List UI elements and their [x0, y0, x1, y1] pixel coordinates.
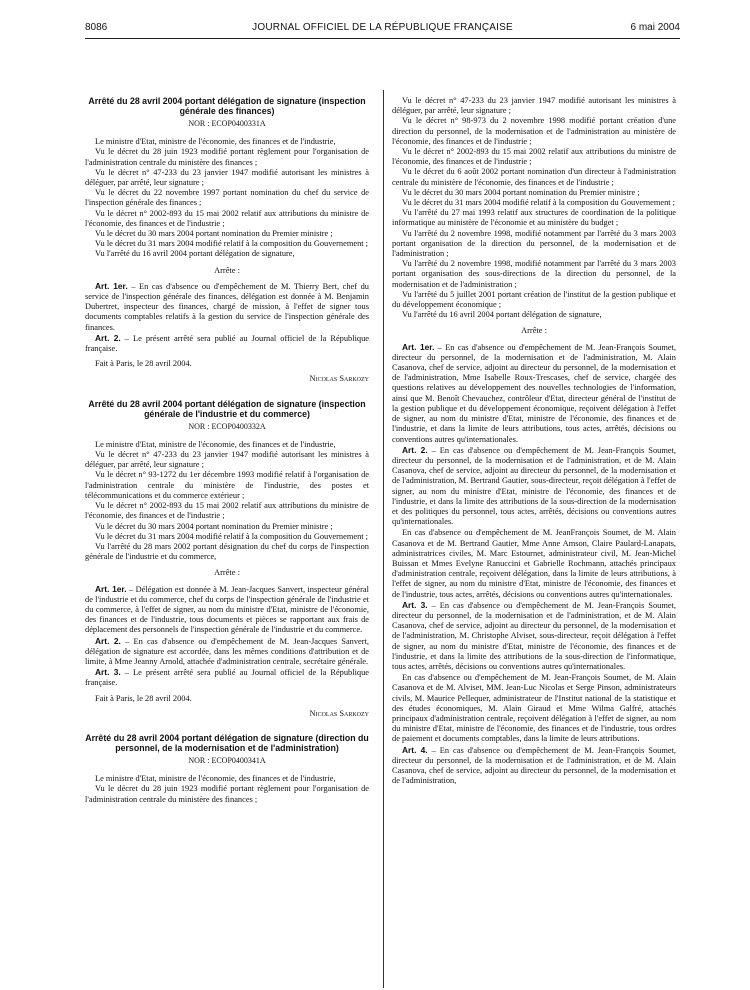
article-label: Art. 1er.: [95, 280, 128, 291]
signing-place-date: Fait à Paris, le 28 avril 2004.: [95, 359, 192, 369]
article-paragraph: [392, 745, 676, 787]
article-paragraph: [392, 600, 676, 672]
article-label: Art. 1er.: [95, 583, 127, 594]
article-label: Art. 3.: [95, 667, 121, 678]
article-paragraph: [85, 333, 369, 354]
article-text: – En cas d'absence ou d'empêchement de M. Jean-François Soumet, directeur du personnel, de la modernisation et de l'administration, et de M. Alain Casanova, chef de service, adjoint au directeur du personnel, de la modernisation et de l'administration, M. Bertrand Gautier, sous-directeur, reçoit délégation à l'effet de signer, au nom du ministre d'Etat, ministre de l'économie, des finances et de l'industrie, et dans la limite des attributions de la sous-direction de la modernisation et des politiques du personnel, tous actes, arrêtés, décisions ou conventions autres qu'internationales.: [392, 445, 676, 527]
visa-paragraph: Vu l'arrêté du 28 mars 2002 portant désignation du chef du corps de l'inspection générale de l'industrie et du commerce,: [85, 541, 369, 562]
visa-paragraph: Vu l'arrêté du 2 novembre 1998, modifié notamment par l'arrêté du 3 mars 2003 portant organisation de la direction du personnel, de la modernisation et de l'administration ;: [392, 228, 676, 259]
visa-paragraph: Vu l'arrêté du 16 avril 2004 portant délégation de signature,: [95, 249, 295, 259]
issue-date: 6 mai 2004: [630, 22, 680, 33]
article-text: – En cas d'absence ou d'empêchement de M. Jean-François Soumet, directeur du personnel, de la modernisation et de l'administration, et de M. Alain Casanova, chef de service, adjoint au directeur du personnel, de la modernisation et de l'administration, M. Christophe Alviset, sous-directeur, reçoit délégation à l'effet de signer, au nom du ministre d'Etat, ministre de l'économie, des finances et de l'industrie, et dans la limite des attributions de la sous-direction de l'informatique, tous actes, arrêtés, décisions ou conventions autres qu'internationales.: [392, 600, 676, 671]
page-number: 8086: [85, 22, 108, 33]
header-rule: [85, 38, 680, 39]
decree-title: Arrêté du 28 avril 2004 portant délégation de signature (direction du personnel, de la modernisation et de l'administration): [85, 732, 369, 753]
visa-paragraph: Vu le décret du 31 mars 2004 modifié relatif à la composition du Gouvernement ;: [95, 531, 369, 541]
visa-paragraph: Vu l'arrêté du 16 avril 2004 portant délégation de signature,: [402, 310, 602, 320]
article-text: – Délégation est donnée à M. Jean-Jacques Sanvert, inspecteur général de l'industrie et du commerce, chef du corps de l'inspection générale de l'industrie et du commerce, à l'effet de signer, au nom du ministre d'Etat, ministre de l'économie, des finances et de l'industrie, tous documents et pièces se rapportant aux frais de déplacement des personnels de l'inspection générale de l'industrie et du commerce.: [85, 584, 369, 635]
signatory: Nicolas Sarkozy: [309, 708, 369, 718]
article-paragraph: [392, 342, 676, 445]
article-text: En cas d'absence ou d'empêchement de M. Jean-François Soumet, de M. Alain Casanova et de M. Alviset, MM. Jean-Luc Nicolas et Serge Pinson, administrateurs civils, M. Maurice Pellequer, administrateur de l'Institut national de la statistique et des études économiques, M. Alain Giraud et Mme Wilma Galfré, attachés principaux d'administration centrale, reçoivent délégation à l'effet de signer, au nom du ministre d'Etat, ministre de l'économie, des finances et de l'industrie, tous ordres de paiement et documents comptables, dans la limite de leurs attributions.: [392, 673, 676, 744]
intro-paragraph: Le ministre d'Etat, ministre de l'économie, des finances et de l'industrie,: [95, 774, 336, 784]
article-text: – Le présent arrêté sera publié au Journal officiel de la République française.: [85, 668, 369, 688]
article-label: Art. 4.: [402, 744, 428, 755]
arrete-heading: Arrête :: [521, 326, 547, 336]
visa-paragraph: Vu le décret du 6 août 2002 portant nomination d'un directeur à l'administration centrale du ministère de l'économie, des finances et de l'industrie ;: [392, 167, 676, 187]
visa-paragraph: Vu le décret du 31 mars 2004 modifié relatif à la composition du Gouvernement ;: [95, 239, 369, 249]
article-paragraph: [85, 667, 369, 688]
signatory: Nicolas Sarkozy: [309, 374, 369, 384]
article-text: En cas d'absence ou d'empêchement de M. JeanFrançois Soumet, de M. Alain Casanova et de M. Bertrand Gautier, Mme Anne Amson, Claire Paulard-Lanapats, administratrices civiles, M. Marc Estournet, administrateur civil, M. Jean-Michel Buissan et Mmes Evelyne Ranuccini et Gabrielle Rochmann, attachés principaux d'administration centrale, reçoivent délégation, dans la limite de leurs attributions, à l'effet de signer, au nom du ministre d'Etat, ministre de l'économie, des finances et de l'industrie, tous actes, arrêtés, décisions ou conventions autres qu'internationales.: [392, 528, 676, 599]
article-label: Art. 2.: [95, 332, 121, 343]
visa-paragraph: Vu l'arrêté du 27 mai 1993 relatif aux structures de coordination de la politique informatique au ministère de l'économie et au ministère du budget ;: [392, 208, 676, 228]
visa-paragraph: Vu le décret du 30 mars 2004 portant nomination du Premier ministre ;: [95, 229, 333, 239]
visa-paragraph: Vu le décret du 22 novembre 1997 portant nomination du chef du service de l'inspection générale des finances ;: [85, 188, 369, 208]
article-text: – En cas d'absence ou d'empêchement de M. Jean-François Soumet, directeur du personnel, de la modernisation et de l'administration, M. Alain Casanova, chef de service, adjoint au directeur du personnel, de la modernisation et de l'administration, Mme Isabelle Roux-Trescases, chef de service, chargée des questions relatives au développement des nouvelles technologies de l'information, ainsi que M. Benoît Chevauchez, contrôleur d'Etat, directeur général de l'institut de la gestion publique et du développement économique, reçoivent délégation à l'effet de signer, au nom du ministre d'Etat, ministre de l'économie, des finances et de l'industrie, et dans la limite de leurs attributions, tous actes, arrêtés, décisions ou conventions autres qu'internationales.: [392, 342, 676, 444]
decree-title: Arrêté du 28 avril 2004 portant délégation de signature (inspection générale des finances): [88, 96, 366, 116]
visa-paragraph: Vu le décret n° 2002-893 du 15 mai 2002 relatif aux attributions du ministre de l'économie, des finances et de l'industrie ;: [85, 208, 369, 228]
visa-paragraph: Vu le décret du 28 juin 1923 modifié portant règlement pour l'organisation de l'administration centrale du ministère des finances ;: [85, 147, 369, 167]
visa-paragraph: Vu le décret du 31 mars 2004 modifié relatif à la composition du Gouvernement ;: [402, 198, 676, 208]
article-text: – En cas d'absence ou d'empêchement de M. Jean-Jacques Sanvert, délégation de signature est accordée, dans les mêmes conditions d'attribution et de limite, à Mme Jeanny Arnold, attachée d'administration centrale, secrétaire générale.: [85, 636, 369, 666]
visa-paragraph: Vu le décret n° 47-233 du 23 janvier 1947 modifié autorisant les ministres à déléguer, par arrêté, leur signature ;: [85, 450, 369, 470]
nor-reference: NOR : ECOP0400332A: [188, 421, 266, 431]
article-text: – Le présent arrêté sera publié au Journal officiel de la République française.: [85, 333, 369, 354]
arrete-heading: Arrête :: [214, 265, 240, 275]
visa-paragraph: Vu l'arrêté du 5 juillet 2001 portant création de l'institut de la gestion publique et du développement économique ;: [392, 289, 676, 310]
article-label: Art. 1er.: [402, 341, 435, 352]
article-text: – En cas d'absence ou d'empêchement de M. Jean-François Soumet, directeur du personnel, de la modernisation et de l'administration, et de M. Alain Casanova, chef de service, adjoint au directeur du personnel, de la modernisation et de l'administration,: [392, 745, 676, 786]
visa-paragraph: Vu le décret du 30 mars 2004 portant nomination du Premier ministre ;: [402, 187, 640, 197]
article-label: Art. 2.: [95, 635, 121, 646]
visa-paragraph: Vu le décret n° 2002-893 du 15 mai 2002 relatif aux attributions du ministre de l'économie, des finances et de l'industrie ;: [392, 147, 676, 167]
signing-place-date: Fait à Paris, le 28 avril 2004.: [95, 693, 192, 703]
decree-title: Arrêté du 28 avril 2004 portant délégation de signature (inspection générale de l'industrie et du commerce): [88, 398, 366, 419]
visa-paragraph: Vu le décret du 30 mars 2004 portant nomination du Premier ministre ;: [95, 521, 333, 531]
visa-paragraph: Vu le décret du 28 juin 1923 modifié portant règlement pour l'organisation de l'administration centrale du ministère des finances ;: [85, 784, 369, 804]
visa-paragraph: Vu le décret n° 93-1272 du 1er décembre 1993 modifié relatif à l'organisation de l'administration centrale du ministère de l'industrie, des postes et télécommunications et du commerce extérieur ;: [85, 470, 369, 500]
article-text: – En cas d'absence ou d'empêchement de M. Thierry Bert, chef du service de l'inspection générale des finances, délégation est donnée à M. Benjamin Dubertret, inspecteur des finances, chargé de mission, à l'effet de signer tous documents comptables relatifs à la gestion du service de l'inspection générale des finances.: [85, 281, 369, 332]
visa-paragraph: Vu le décret n° 98-973 du 2 novembre 1998 modifié portant création d'une direction du personnel, de la modernisation et de l'administration au ministère de l'économie, des finances et de l'industrie ;: [392, 116, 676, 146]
article-paragraph: [85, 636, 369, 668]
page-header: [85, 22, 680, 36]
article-paragraph: [85, 584, 369, 636]
article-paragraph: [392, 672, 676, 744]
article-label: Art. 2.: [402, 444, 428, 455]
visa-paragraph: Vu le décret n° 47-233 du 23 janvier 1947 modifié autorisant les ministres à déléguer, par arrêté, leur signature ;: [85, 167, 369, 188]
journal-title: JOURNAL OFFICIEL DE LA RÉPUBLIQUE FRANÇAISE: [252, 22, 513, 33]
article-paragraph: [85, 281, 369, 333]
visa-paragraph: Vu le décret n° 2002-893 du 15 mai 2002 relatif aux attributions du ministre de l'économie, des finances et de l'industrie ;: [85, 501, 369, 521]
article-paragraph: [392, 445, 676, 528]
visa-paragraph: Vu l'arrêté du 2 novembre 1998, modifié notamment par l'arrêté du 3 mars 2003 portant organisation des sous-directions de la direction du personnel, de la modernisation et de l'administration ;: [392, 259, 676, 289]
right-column: [392, 96, 676, 786]
column-divider: [383, 90, 384, 988]
nor-reference: NOR : ECOP0400341A: [188, 755, 266, 765]
article-label: Art. 3.: [402, 599, 428, 610]
intro-paragraph: Le ministre d'Etat, ministre de l'économie, des finances et de l'industrie,: [95, 439, 336, 449]
visa-paragraph: Vu le décret n° 47-233 du 23 janvier 1947 modifié autorisant les ministres à déléguer, par arrêté, leur signature ;: [392, 96, 676, 116]
arrete-heading: Arrête :: [214, 568, 240, 578]
article-paragraph: [392, 527, 676, 599]
nor-reference: NOR : ECOP0400331A: [188, 119, 266, 128]
left-column: [85, 96, 369, 805]
intro-paragraph: Le ministre d'Etat, ministre de l'économie, des finances et de l'industrie,: [95, 137, 336, 147]
